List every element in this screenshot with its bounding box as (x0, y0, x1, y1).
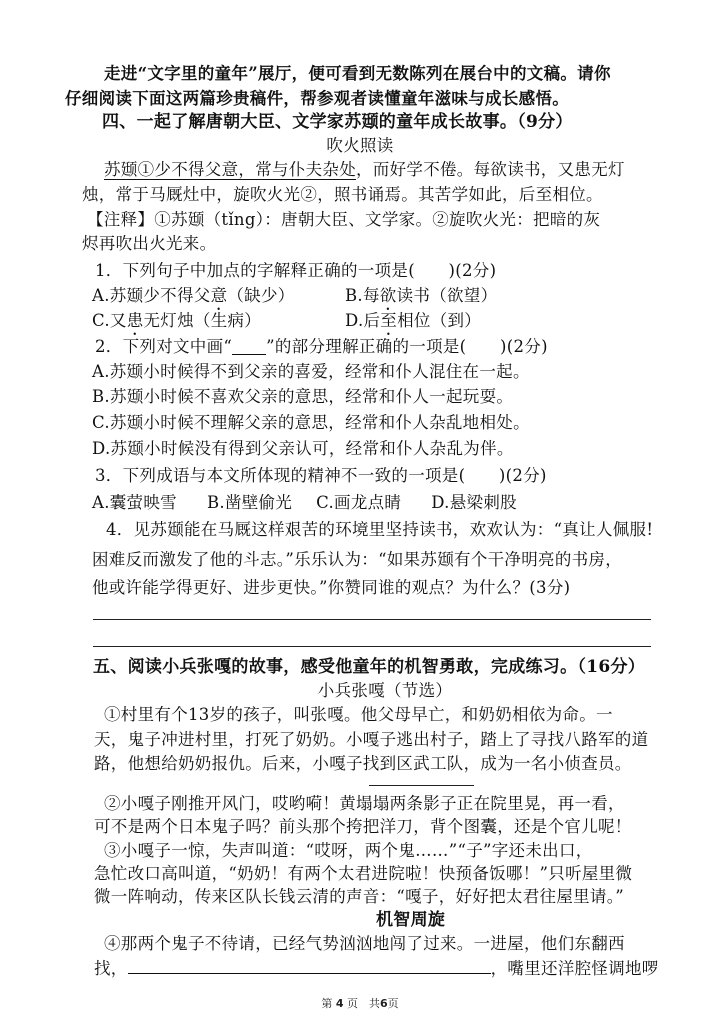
page-total: 6 (380, 997, 388, 1010)
para-1-line-2: 天，鬼子冲进村里，打死了奶奶。小嘎子逃出村子，踏上了寻找八路军的道 (94, 730, 649, 749)
question-1-option-a: A.苏颋少不得父意（缺少） (92, 286, 295, 305)
question-1-option-d: D.后至相位（到） (345, 311, 482, 330)
answer-line-2[interactable] (93, 646, 651, 647)
para-1-line-3: 路，他想给奶奶报仇。后来，小嘎子找到区武工队，成为一名小侦查员。 (94, 754, 632, 773)
section-5-subheading: 机智周旋 (376, 910, 446, 930)
question-3-stem: 3．下列成语与本文所体现的精神不一致的一项是( )(2分) (95, 466, 547, 485)
section-5-heading: 五、阅读小兵张嘎的故事，感受他童年的机智勇敢，完成练习。（16分） (93, 657, 646, 677)
question-2-stem: 2．下列对文中画“ ”的部分理解正确的一项是( )(2分) (95, 337, 548, 356)
para-3-line-1: ③小嘎子一惊，失声叫道：“哎呀，两个鬼……”“子”字还未出口， (104, 841, 593, 860)
question-4-line-3: 他或许能学得更好、进步更快。”你赞同谁的观点？为什么？(3分) (92, 578, 571, 597)
section-5-passage-title: 小兵张嘎（节选） (317, 681, 453, 700)
answer-line-1[interactable] (93, 619, 651, 620)
section-4-passage-line-1 (0, 159, 720, 181)
dotted-char: 意 (210, 286, 228, 305)
q3-option-c: C.画龙点睛 (316, 493, 402, 512)
passage-line-1-rest: ，而好学不倦。每欲读书，又患无灯 (356, 160, 625, 179)
para-3-line-2: 急忙改口高叫道，“奶奶！有两个太君进院啦！快预备饭哪！”只听屋里微 (94, 864, 633, 883)
dotted-char: 欲 (379, 286, 397, 305)
section-4-heading: 四、一起了解唐朝大臣、文学家苏颋的童年成长故事。（9分） (102, 112, 573, 132)
question-2-option-d: D.苏颋小时候没有得到父亲认可，经常和仆人杂乱为伴。 (92, 439, 514, 458)
underline-blank (232, 340, 266, 355)
annotation-line-1: 【注释】①苏颋（tǐng）：唐朝大臣、文学家。②旋吹火光：把暗的灰 (87, 210, 601, 229)
page-number: 4 (335, 997, 344, 1010)
question-3-options (0, 492, 720, 514)
dotted-char: 患 (126, 311, 144, 330)
underlined-sentence: 苏颋①少不得父意，常与仆夫杂处 (104, 160, 356, 179)
para-4-line-2: 找， ，嘴里还洋腔怪调地啰 (94, 959, 659, 978)
page-footer: 第 4 页 共6页 (321, 997, 399, 1010)
para-2-line-1: ②小嘎子刚推开风门，哎哟嗬！黄塌塌两条影子正在院里晃，再一看， (104, 794, 625, 813)
question-2-option-b: B.苏颋小时候不喜欢父亲的意思，经常和仆人一起玩耍。 (92, 387, 514, 406)
para-4-answer-blank[interactable] (128, 958, 491, 974)
para-2-line-2: 可不是两个日本鬼子吗？前头那个挎把洋刀，背个图囊，还是个官儿呢！ (94, 817, 632, 836)
question-2-option-a: A.苏颋小时候得不到父亲的喜爱，经常和仆人混住在一起。 (92, 362, 530, 381)
question-2-option-c: C.苏颋小时候不理解父亲的意思，经常和仆人杂乱地相处。 (92, 413, 530, 432)
intro-line-1: 走进“文字里的童年”展厅，便可看到无数陈列在展台中的文稿。请你 (104, 64, 611, 83)
intro-line-2: 仔细阅读下面这两篇珍贵稿件，帮参观者读懂童年滋味与成长感悟。 (65, 89, 569, 108)
subtitle-blank-line[interactable] (369, 785, 474, 786)
question-4-line-2: 困难反而激发了他的斗志。”乐乐认为：“如果苏颋有个干净明亮的书房， (92, 550, 623, 569)
para-4-line-1: ④那两个鬼子不待请，已经气势汹汹地闯了过来。一进屋，他们东翻西 (104, 934, 625, 953)
question-4-line-1: 4．见苏颋能在马厩这样艰苦的环境里坚持读书，欢欢认为：“真让人佩服! (106, 520, 654, 539)
dotted-char: 至 (380, 311, 398, 330)
section-4-passage-line-2: 烛，常于马厩灶中，旋吹火光②，照书诵焉。其苦学如此，后至相位。 (82, 185, 603, 204)
annotation-line-2: 烬再吹出火光来。 (82, 234, 217, 253)
q3-option-b: B.凿壁偷光 (206, 493, 293, 512)
para-1-line-1: ①村里有个13岁的孩子，叫张嘎。他父母早亡，和奶奶相依为命。一 (104, 705, 613, 724)
q3-option-a: A.囊萤映雪 (92, 493, 177, 512)
section-4-passage-title: 吹火照读 (326, 136, 394, 155)
question-1-option-b: B.每欲读书（欲望） (345, 286, 498, 305)
q3-option-d: D.悬梁刺股 (431, 493, 517, 512)
para-3-line-3: 微一阵响动，传来区队长钱云清的声音：“嘎子，好好把太君往屋里请。” (94, 887, 625, 906)
question-1-stem: 1．下列句子中加点的字解释正确的一项是( )(2分) (95, 261, 497, 280)
question-1-option-c: C.又患无灯烛（生病） (92, 311, 262, 330)
